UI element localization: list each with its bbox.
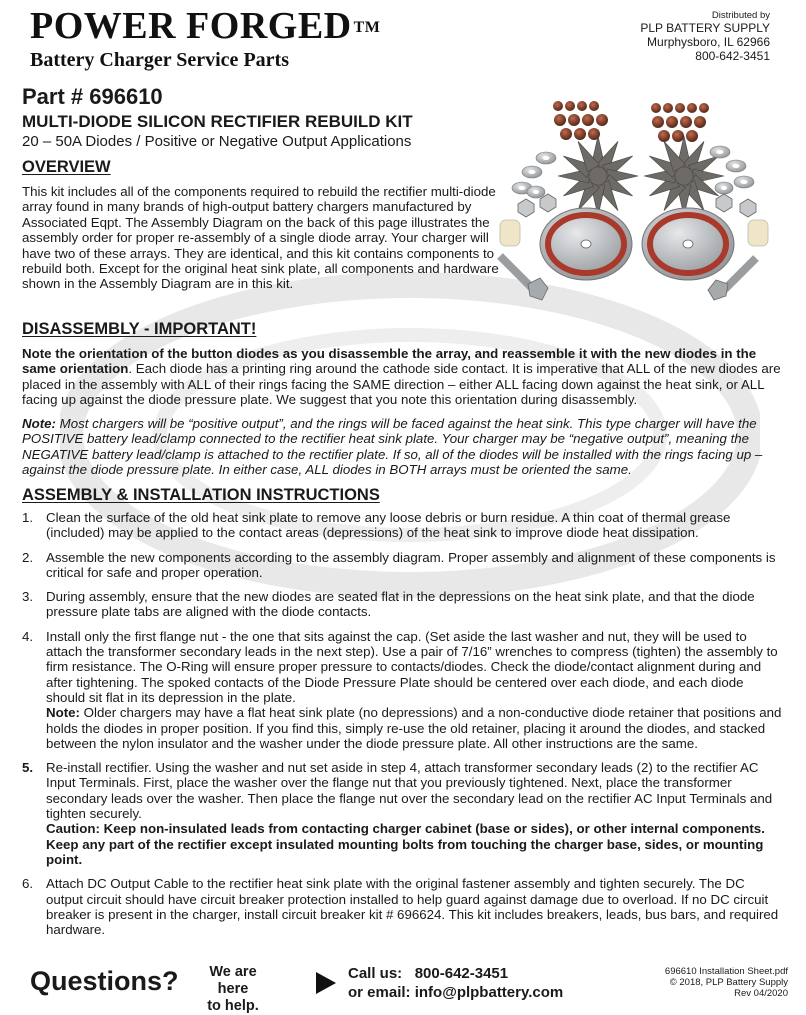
footer bbox=[0, 960, 806, 1014]
trademark: TM bbox=[353, 19, 381, 36]
call-label: Call us: bbox=[348, 965, 403, 982]
step-6 bbox=[22, 876, 784, 937]
disassembly-bold-lead: Note the orientation of the button diodes as you disassemble the array, and reassemble it with the new diodes in the same orientation bbox=[22, 346, 757, 377]
disassembly-heading: DISASSEMBLY - IMPORTANT! bbox=[22, 320, 257, 338]
step-text: Assemble the new components according to the assembly diagram. Proper assembly and alignment of these components is critical for safe and proper operation. bbox=[46, 549, 776, 580]
disassembly-text bbox=[22, 346, 784, 408]
step-text: Clean the surface of the old heat sink plate to remove any loose debris or burn residue. A thin coat of thermal grease (included) may be applied to the contact areas (depressions) of the heat sink to improve diode heat dissipation. bbox=[46, 510, 731, 541]
disassembly-rest: . Each diode has a printing ring around the cathode side contact. It is imperative that ALL of the new diodes are placed in the assembly with ALL of their rings facing the SAME direction – either ALL facing down against the heat sink, or ALL facing up against the diode pressure plate. We suggest that you note this orientation during disassembly. bbox=[22, 361, 781, 408]
step-1 bbox=[22, 510, 784, 541]
overview-text: This kit includes all of the components required to rebuild the rectifier multi-diode array found in many brands of high-output battery chargers manufactured by Associated Eqpt. The Assembly Diagram on the back of this page illustrates the assembly order for proper re-assembly of a single diode array. Your charger will have two of these arrays. They are identical, and this kit contains components to rebuild both. Except for the original heat sink plate, all components and hardware shown in the Assembly Diagram are in this kit. bbox=[22, 184, 499, 292]
kit-subtitle: 20 – 50A Diodes / Positive or Negative Output Applications bbox=[22, 133, 412, 150]
help-text: We are here to help. bbox=[207, 964, 259, 1014]
note-text: Most chargers will be “positive output”, and the rings will be faced against the heat sink. This type charger will have the POSITIVE battery lead/clamp connected to the rectifier heat sink plate. Your charger may be “negative output”, meaning the NEGATIVE battery lead/clamp is attached to the rectifier plate. If so, all of the diodes will be installed with the rings facing up – against the diode pressure plate. In either case, ALL diodes in BOTH arrays must be oriented the same. bbox=[22, 416, 763, 478]
step-note-text: Older chargers may have a flat heat sink plate (no depressions) and a non-conductive diode retainer that positions and holds the diodes in proper position. If you find this, simply re-use the old retainer, placing it around the diodes, and stacked between the nylon insulator and the washer under the diode pressure plate. All other instructions are the same. bbox=[46, 705, 782, 751]
arrow-right-icon bbox=[316, 972, 336, 994]
distributor-block bbox=[640, 10, 770, 63]
distributor-phone: 800-642-3451 bbox=[695, 49, 770, 63]
brand-title: POWER FORGED ™ bbox=[30, 5, 381, 47]
contact-block bbox=[348, 964, 563, 1002]
brand-subtitle: Battery Charger Service Parts bbox=[30, 49, 289, 71]
questions-label: Questions? bbox=[30, 966, 179, 996]
kit-components-photo bbox=[488, 96, 788, 304]
revision: Rev 04/2020 bbox=[734, 988, 788, 999]
overview-heading: OVERVIEW bbox=[22, 158, 111, 176]
phone-link[interactable]: 800-642-3451 bbox=[414, 965, 509, 982]
caution-text: Caution: Keep non-insulated leads from contacting charger cabinet (base or sides), or other internal components. Keep any part of the rectifier except insulated mounting bolts from touching the charger base, sides, or mounting point. bbox=[46, 821, 765, 867]
step-text: Re-install rectifier. Using the washer and nut set aside in step 4, attach transformer secondary leads (2) to the rectifier AC Input Terminals. First, place the washer over the flange nut that you previously tightened. Next, place the transformer secondary leads over the washer. Then place the flange nut over the secondary lead on the rectifier AC Input Terminals and tighten securely. bbox=[46, 760, 773, 822]
kit-title: MULTI-DIODE SILICON RECTIFIER REBUILD KIT bbox=[22, 112, 413, 131]
step-number: 2. bbox=[22, 549, 34, 565]
step-3 bbox=[22, 589, 784, 620]
distributor-city: Murphysboro, IL 62966 bbox=[647, 35, 770, 49]
file-name: 696610 Installation Sheet.pdf bbox=[664, 966, 788, 977]
assembly-steps bbox=[22, 510, 784, 946]
step-5 bbox=[22, 760, 784, 867]
step-number: 5. bbox=[22, 760, 34, 776]
note-label: Note: bbox=[22, 416, 56, 431]
distributor-name: PLP BATTERY SUPPLY bbox=[640, 21, 770, 35]
step-text: During assembly, ensure that the new diodes are seated flat in the depressions on the heat sink plate, and that the diode pressure plate tabs are aligned with the diode contacts. bbox=[46, 589, 755, 620]
step-number: 3. bbox=[22, 589, 34, 605]
brand-block bbox=[30, 6, 380, 72]
step-note-label: Note: bbox=[46, 705, 80, 721]
distributor-label: Distributed by bbox=[711, 10, 770, 21]
step-number: 1. bbox=[22, 510, 34, 525]
assembly-heading: ASSEMBLY & INSTALLATION INSTRUCTIONS bbox=[22, 486, 380, 504]
email-link[interactable]: info@plpbattery.com bbox=[414, 984, 564, 1001]
email-label: or email: bbox=[348, 984, 411, 1001]
step-4 bbox=[22, 629, 784, 751]
step-text: Attach DC Output Cable to the rectifier heat sink plate with the original fastener assembly and tighten securely. The DC output circuit should have circuit breaker protection installed to help guard against damage due to overload. If no DC circuit breaker is present in the charger, install circuit breaker kit # 696624. This kit includes breakers, leads, bus bars, and required hardware. bbox=[46, 876, 779, 938]
step-number: 4. bbox=[22, 628, 34, 644]
copyright: © 2018, PLP Battery Supply bbox=[669, 977, 788, 988]
disassembly-note bbox=[22, 416, 784, 478]
document-info bbox=[665, 966, 788, 999]
step-number: 6. bbox=[22, 876, 34, 892]
step-text: Install only the first flange nut - the one that sits against the cap. (Set aside the last washer and nut, they will be used to attach the transformer secondary leads in the next step). Use a pair of 7/16” wrenches to compress (tighten) the assembly to firm resistance. The O-Ring will ensure proper pressure to contacts/diodes. Check the diode/contact alignment during and after tightening. The spoked contacts of the Diode Pressure Plate should be centered over each diode, and each diode should sit flat in its depression in the plate. bbox=[46, 628, 778, 705]
part-number: Part # 696610 bbox=[22, 84, 163, 109]
step-2 bbox=[22, 550, 784, 581]
